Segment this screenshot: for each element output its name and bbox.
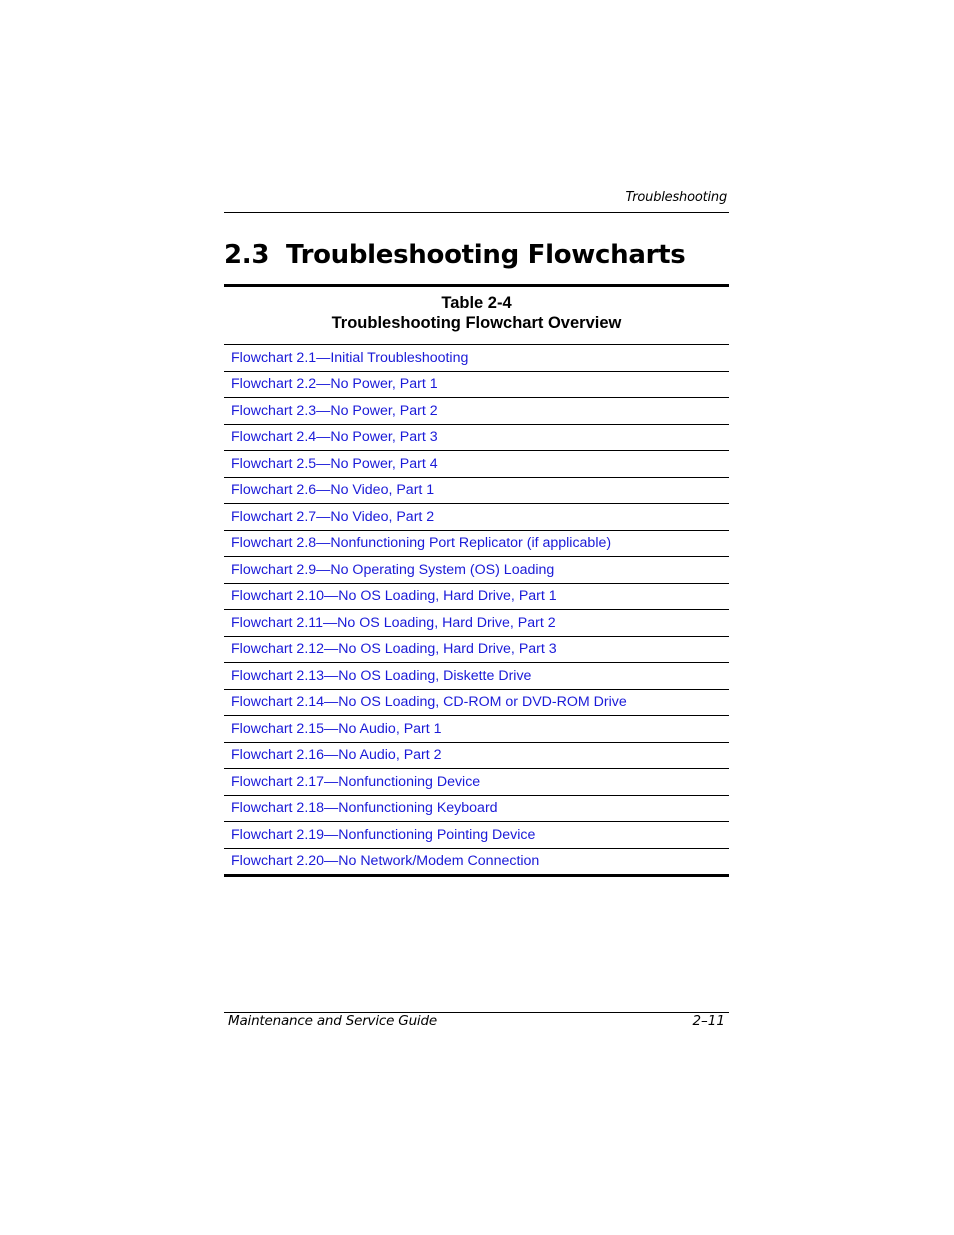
flowchart-link[interactable]: Flowchart 2.10—No OS Loading, Hard Drive, Part 1: [231, 588, 557, 605]
running-head: Troubleshooting: [625, 190, 727, 205]
table-row: [224, 822, 729, 849]
table-row: [224, 610, 729, 637]
section-title: Troubleshooting Flowcharts: [286, 240, 686, 270]
table-caption: [224, 293, 729, 333]
table-row: [224, 557, 729, 584]
section-heading: [224, 240, 685, 270]
table-row: [224, 425, 729, 452]
flowchart-link[interactable]: Flowchart 2.16—No Audio, Part 2: [231, 747, 442, 764]
flowchart-link[interactable]: Flowchart 2.7—No Video, Part 2: [231, 508, 435, 525]
table-row: [224, 451, 729, 478]
header-rule: [224, 212, 729, 213]
table-row: [224, 769, 729, 796]
flowchart-table: [224, 344, 729, 877]
flowchart-link[interactable]: Flowchart 2.20—No Network/Modem Connection: [231, 853, 540, 870]
flowchart-link[interactable]: Flowchart 2.6—No Video, Part 1: [231, 482, 435, 499]
table-row: [224, 478, 729, 505]
table-row: [224, 663, 729, 690]
table-row: [224, 372, 729, 399]
flowchart-link[interactable]: Flowchart 2.19—Nonfunctioning Pointing Device: [231, 826, 536, 843]
page-number: 2–11: [692, 1013, 725, 1029]
table-row: [224, 637, 729, 664]
table-row: [224, 504, 729, 531]
table-row: [224, 345, 729, 372]
table-label: Table 2-4: [441, 294, 512, 312]
flowchart-link[interactable]: Flowchart 2.11—No OS Loading, Hard Drive, Part 2: [231, 614, 556, 631]
flowchart-link[interactable]: Flowchart 2.15—No Audio, Part 1: [231, 720, 442, 737]
table-row: [224, 531, 729, 558]
section-rule: [224, 284, 729, 287]
section-number: 2.3: [224, 240, 270, 270]
flowchart-link[interactable]: Flowchart 2.8—Nonfunctioning Port Replicator (if applicable): [231, 535, 612, 552]
flowchart-link[interactable]: Flowchart 2.13—No OS Loading, Diskette Drive: [231, 667, 532, 684]
flowchart-link[interactable]: Flowchart 2.3—No Power, Part 2: [231, 402, 438, 419]
flowchart-link[interactable]: Flowchart 2.17—Nonfunctioning Device: [231, 773, 481, 790]
footer-guide-title: Maintenance and Service Guide: [228, 1013, 437, 1029]
flowchart-link[interactable]: Flowchart 2.1—Initial Troubleshooting: [231, 349, 469, 366]
table-row: [224, 584, 729, 611]
flowchart-link[interactable]: Flowchart 2.2—No Power, Part 1: [231, 376, 438, 393]
flowchart-link[interactable]: Flowchart 2.5—No Power, Part 4: [231, 455, 438, 472]
flowchart-link[interactable]: Flowchart 2.12—No OS Loading, Hard Drive, Part 3: [231, 641, 557, 658]
flowchart-link[interactable]: Flowchart 2.9—No Operating System (OS) Loading: [231, 561, 555, 578]
table-row: [224, 716, 729, 743]
table-row: [224, 690, 729, 717]
table-row: [224, 796, 729, 823]
table-title: Troubleshooting Flowchart Overview: [331, 314, 622, 332]
flowchart-link[interactable]: Flowchart 2.4—No Power, Part 3: [231, 429, 438, 446]
flowchart-link[interactable]: Flowchart 2.18—Nonfunctioning Keyboard: [231, 800, 498, 817]
table-row: [224, 849, 729, 875]
table-row: [224, 743, 729, 770]
flowchart-link[interactable]: Flowchart 2.14—No OS Loading, CD-ROM or DVD-ROM Drive: [231, 694, 627, 711]
table-row: [224, 398, 729, 425]
